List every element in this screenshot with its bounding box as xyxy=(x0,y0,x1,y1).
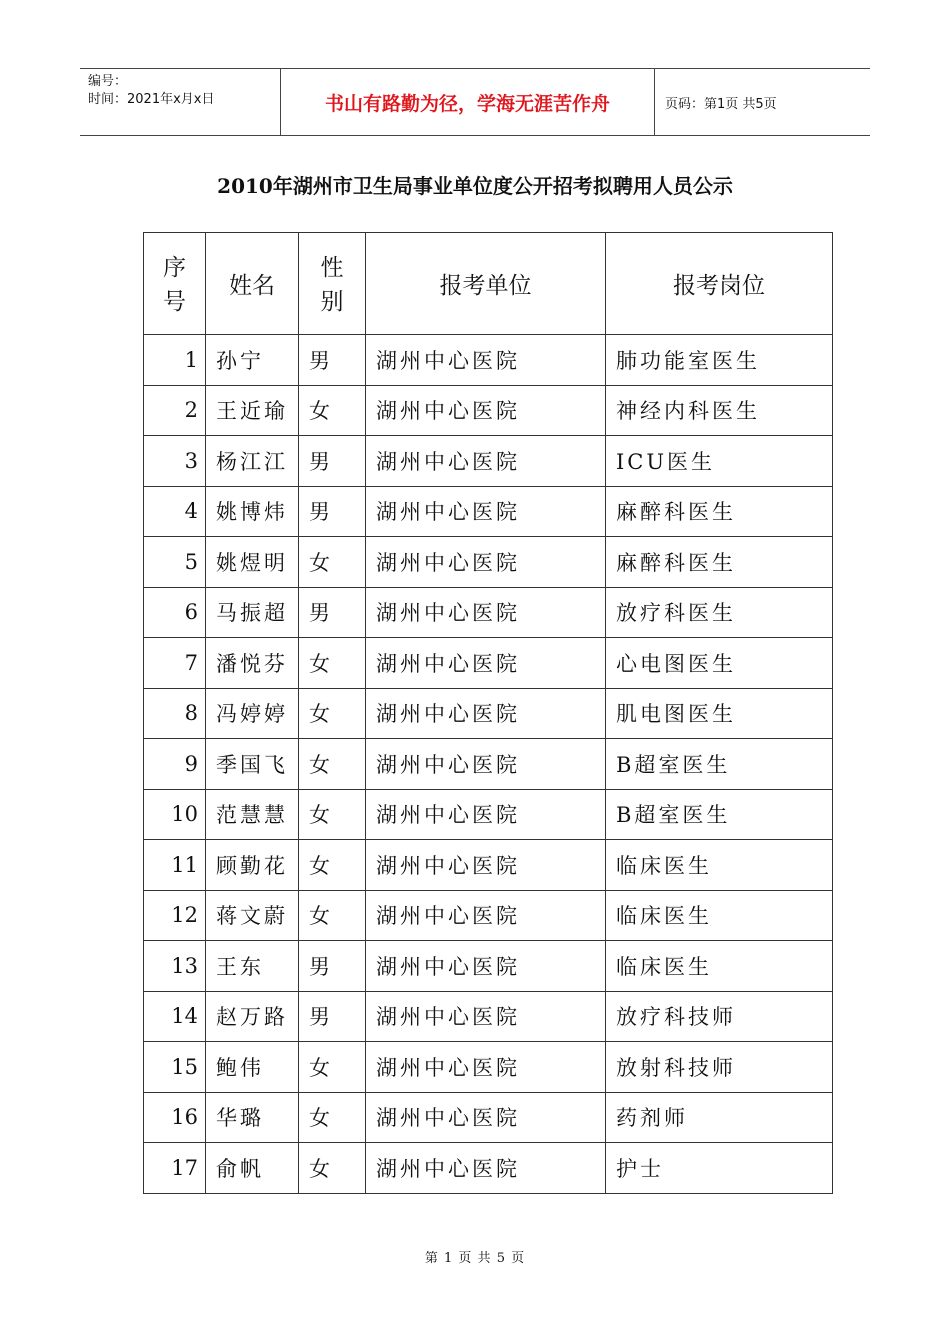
table-row xyxy=(144,941,833,992)
cell-unit: 湖州中心医院 xyxy=(366,1092,606,1143)
cell-post: B超室医生 xyxy=(606,739,833,790)
cell-seq: 1 xyxy=(144,335,206,386)
cell-gender: 男 xyxy=(299,486,366,537)
cell-unit: 湖州中心医院 xyxy=(366,537,606,588)
cell-unit: 湖州中心医院 xyxy=(366,688,606,739)
cell-name: 鲍伟 xyxy=(206,1042,299,1093)
cell-unit: 湖州中心医院 xyxy=(366,1143,606,1194)
cell-seq: 11 xyxy=(144,840,206,891)
cell-gender: 男 xyxy=(299,941,366,992)
table-row xyxy=(144,840,833,891)
cell-seq: 14 xyxy=(144,991,206,1042)
cell-gender: 女 xyxy=(299,1092,366,1143)
table-row xyxy=(144,890,833,941)
header-motto: 书山有路勤为径，学海无涯苦作舟 xyxy=(281,69,655,135)
cell-seq: 6 xyxy=(144,587,206,638)
cell-gender: 女 xyxy=(299,890,366,941)
cell-gender: 女 xyxy=(299,385,366,436)
header-name: 姓名 xyxy=(206,233,299,335)
cell-post: 放疗科技师 xyxy=(606,991,833,1042)
cell-seq: 15 xyxy=(144,1042,206,1093)
cell-name: 姚煜明 xyxy=(206,537,299,588)
cell-name: 赵万路 xyxy=(206,991,299,1042)
cell-name: 王东 xyxy=(206,941,299,992)
cell-name: 马振超 xyxy=(206,587,299,638)
document-title: 2010年湖州市卫生局事业单位度公开招考拟聘用人员公示 xyxy=(217,174,733,198)
cell-gender: 男 xyxy=(299,991,366,1042)
cell-post: 临床医生 xyxy=(606,840,833,891)
cell-post: 放疗科医生 xyxy=(606,587,833,638)
table-row xyxy=(144,537,833,588)
header-seq: 序 号 xyxy=(144,233,206,335)
header-gender: 性 别 xyxy=(299,233,366,335)
cell-post: 临床医生 xyxy=(606,941,833,992)
table-row xyxy=(144,1092,833,1143)
table-row xyxy=(144,638,833,689)
cell-unit: 湖州中心医院 xyxy=(366,486,606,537)
cell-seq: 4 xyxy=(144,486,206,537)
cell-seq: 8 xyxy=(144,688,206,739)
cell-name: 蒋文蔚 xyxy=(206,890,299,941)
table-row xyxy=(144,688,833,739)
cell-unit: 湖州中心医院 xyxy=(366,587,606,638)
cell-name: 姚博炜 xyxy=(206,486,299,537)
header-meta xyxy=(80,69,281,135)
header-unit: 报考单位 xyxy=(366,233,606,335)
header-post: 报考岗位 xyxy=(606,233,833,335)
cell-seq: 9 xyxy=(144,739,206,790)
cell-gender: 女 xyxy=(299,840,366,891)
table-header-row xyxy=(144,233,833,335)
cell-name: 季国飞 xyxy=(206,739,299,790)
cell-name: 杨江江 xyxy=(206,436,299,487)
cell-unit: 湖州中心医院 xyxy=(366,335,606,386)
cell-post: 心电图医生 xyxy=(606,638,833,689)
cell-unit: 湖州中心医院 xyxy=(366,991,606,1042)
table-row xyxy=(144,486,833,537)
cell-name: 孙宁 xyxy=(206,335,299,386)
document-header xyxy=(80,68,870,136)
cell-post: 护士 xyxy=(606,1143,833,1194)
cell-name: 范慧慧 xyxy=(206,789,299,840)
table-body xyxy=(144,335,833,1194)
cell-unit: 湖州中心医院 xyxy=(366,941,606,992)
table-row xyxy=(144,436,833,487)
cell-seq: 7 xyxy=(144,638,206,689)
cell-post: 神经内科医生 xyxy=(606,385,833,436)
cell-gender: 女 xyxy=(299,739,366,790)
cell-post: 药剂师 xyxy=(606,1092,833,1143)
cell-post: 放射科技师 xyxy=(606,1042,833,1093)
page-footer: 第 1 页 共 5 页 xyxy=(424,1251,526,1266)
cell-post: 麻醉科医生 xyxy=(606,537,833,588)
cell-name: 冯婷婷 xyxy=(206,688,299,739)
cell-post: B超室医生 xyxy=(606,789,833,840)
table-row xyxy=(144,385,833,436)
cell-unit: 湖州中心医院 xyxy=(366,385,606,436)
cell-gender: 女 xyxy=(299,1143,366,1194)
cell-post: ICU医生 xyxy=(606,436,833,487)
cell-seq: 17 xyxy=(144,1143,206,1194)
cell-seq: 10 xyxy=(144,789,206,840)
table-row xyxy=(144,1143,833,1194)
personnel-table xyxy=(143,232,833,1194)
cell-post: 临床医生 xyxy=(606,890,833,941)
cell-seq: 3 xyxy=(144,436,206,487)
cell-post: 肌电图医生 xyxy=(606,688,833,739)
cell-seq: 5 xyxy=(144,537,206,588)
cell-post: 麻醉科医生 xyxy=(606,486,833,537)
time-label: 时间：2021年x月x日 xyxy=(88,92,215,107)
cell-gender: 女 xyxy=(299,789,366,840)
table-row xyxy=(144,587,833,638)
table-row xyxy=(144,789,833,840)
cell-unit: 湖州中心医院 xyxy=(366,1042,606,1093)
cell-unit: 湖州中心医院 xyxy=(366,436,606,487)
cell-unit: 湖州中心医院 xyxy=(366,789,606,840)
cell-unit: 湖州中心医院 xyxy=(366,638,606,689)
cell-gender: 女 xyxy=(299,688,366,739)
cell-seq: 16 xyxy=(144,1092,206,1143)
cell-unit: 湖州中心医院 xyxy=(366,840,606,891)
cell-seq: 12 xyxy=(144,890,206,941)
cell-name: 顾勤花 xyxy=(206,840,299,891)
cell-gender: 女 xyxy=(299,537,366,588)
table-row xyxy=(144,1042,833,1093)
header-page-info: 页码：第1页 共5页 xyxy=(665,96,777,112)
cell-gender: 女 xyxy=(299,1042,366,1093)
cell-name: 潘悦芬 xyxy=(206,638,299,689)
cell-name: 华璐 xyxy=(206,1092,299,1143)
cell-gender: 女 xyxy=(299,638,366,689)
cell-gender: 男 xyxy=(299,335,366,386)
table-row xyxy=(144,739,833,790)
cell-gender: 男 xyxy=(299,436,366,487)
cell-name: 王近瑜 xyxy=(206,385,299,436)
cell-unit: 湖州中心医院 xyxy=(366,739,606,790)
table-row xyxy=(144,335,833,386)
code-label: 编号： xyxy=(88,74,128,89)
cell-seq: 2 xyxy=(144,385,206,436)
cell-gender: 男 xyxy=(299,587,366,638)
cell-seq: 13 xyxy=(144,941,206,992)
cell-post: 肺功能室医生 xyxy=(606,335,833,386)
cell-name: 俞帆 xyxy=(206,1143,299,1194)
cell-unit: 湖州中心医院 xyxy=(366,890,606,941)
table-row xyxy=(144,991,833,1042)
